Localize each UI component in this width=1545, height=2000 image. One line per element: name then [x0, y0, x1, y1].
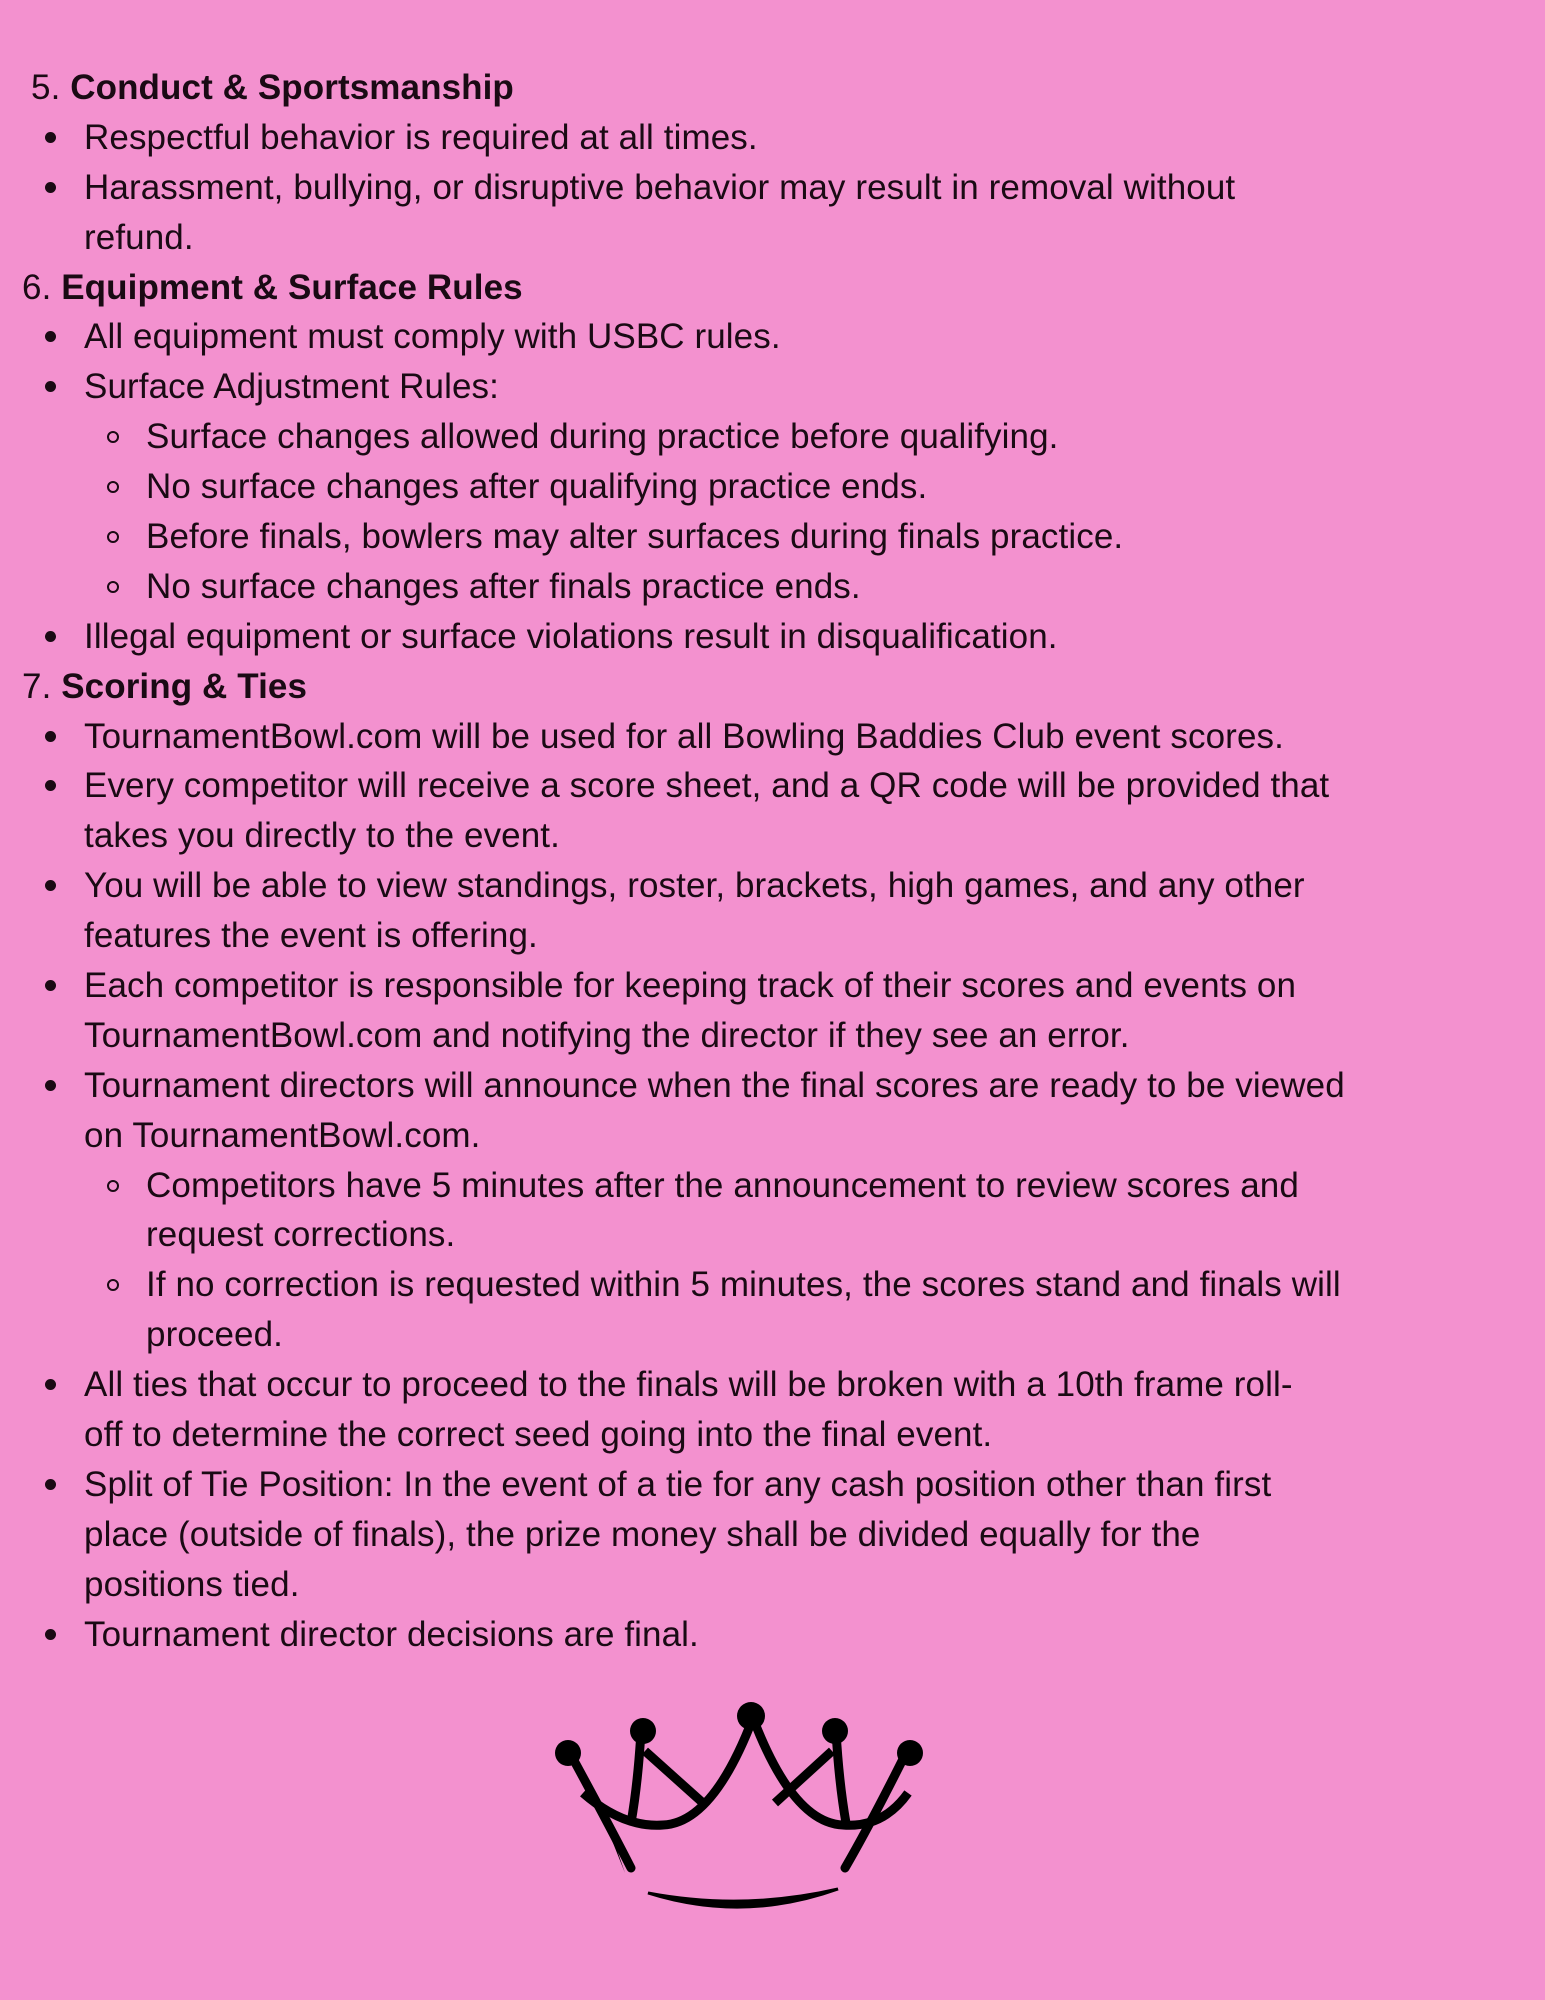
list-item [0, 362, 1545, 412]
section-title: Equipment & Surface Rules [61, 267, 523, 307]
hollow-bullet-icon [107, 1180, 119, 1192]
list-item-continuation [0, 1410, 1545, 1460]
list-item [0, 961, 1545, 1011]
hollow-bullet-icon [107, 431, 119, 443]
list-item [0, 312, 1545, 362]
list-item-text: Split of Tie Position: In the event of a tie for any cash position other than first [84, 1464, 1272, 1504]
list-item [0, 761, 1545, 811]
section-heading [0, 263, 1545, 313]
hollow-bullet-icon [107, 581, 119, 593]
list-item-continuation [0, 1560, 1545, 1610]
bullet-icon [45, 381, 56, 392]
sub-list-item-text: request corrections. [146, 1215, 456, 1255]
bullet-icon [45, 1479, 56, 1490]
bullet-icon [45, 132, 56, 143]
section-heading [0, 63, 1545, 113]
list-item [0, 861, 1545, 911]
section-number: 7. [22, 666, 62, 706]
list-item-text: Surface Adjustment Rules: [84, 367, 499, 407]
bullet-icon [45, 182, 56, 193]
bullet-icon [45, 631, 56, 642]
list-item-text: Tournament director decisions are final. [84, 1614, 699, 1654]
sub-list-item-continuation [0, 1210, 1545, 1260]
sub-list-item-text: proceed. [146, 1315, 284, 1355]
list-item-text: Harassment, bullying, or disruptive behavior may result in removal without [84, 167, 1236, 207]
bullet-icon [45, 1629, 56, 1640]
list-item-text: on TournamentBowl.com. [84, 1115, 481, 1155]
sub-list-item [0, 1260, 1545, 1310]
sub-list-item [0, 512, 1545, 562]
list-item-text: off to determine the correct seed going into the final event. [84, 1415, 993, 1455]
rules-content [0, 63, 1545, 1660]
list-item [0, 1061, 1545, 1111]
hollow-bullet-icon [107, 531, 119, 543]
sub-list-item-text: If no correction is requested within 5 minutes, the scores stand and finals will [146, 1265, 1341, 1305]
list-item-text: All ties that occur to proceed to the finals will be broken with a 10th frame roll- [84, 1365, 1293, 1405]
crown-icon [553, 1693, 923, 1913]
sub-list-item [0, 412, 1545, 462]
sub-list-item-continuation [0, 1310, 1545, 1360]
sub-list-item-text: No surface changes after finals practice ends. [146, 566, 861, 606]
bullet-icon [45, 880, 56, 891]
list-item [0, 612, 1545, 662]
list-item [0, 163, 1545, 213]
section-title: Scoring & Ties [61, 666, 308, 706]
list-item-text: Respectful behavior is required at all times. [84, 117, 758, 157]
list-item-text: Tournament directors will announce when the final scores are ready to be viewed [84, 1065, 1345, 1105]
list-item [0, 1610, 1545, 1660]
list-item-text: All equipment must comply with USBC rules. [84, 317, 781, 357]
bullet-icon [45, 1379, 56, 1390]
list-item-continuation [0, 1011, 1545, 1061]
list-item [0, 712, 1545, 762]
list-item-text: features the event is offering. [84, 916, 538, 956]
sub-list-item-text: No surface changes after qualifying practice ends. [146, 467, 928, 507]
bullet-icon [45, 731, 56, 742]
list-item-text: Illegal equipment or surface violations result in disqualification. [84, 616, 1058, 656]
list-item-continuation [0, 1510, 1545, 1560]
sub-list-item-text: Before finals, bowlers may alter surfaces during finals practice. [146, 517, 1124, 557]
list-item-text: TournamentBowl.com and notifying the director if they see an error. [84, 1015, 1130, 1055]
list-item-text: refund. [84, 217, 194, 257]
bullet-icon [45, 1080, 56, 1091]
section-number: 6. [22, 267, 62, 307]
list-item-continuation [0, 911, 1545, 961]
sub-list-item [0, 562, 1545, 612]
sub-list-item-text: Competitors have 5 minutes after the announcement to review scores and [146, 1165, 1299, 1205]
list-item-text: TournamentBowl.com will be used for all Bowling Baddies Club event scores. [84, 716, 1284, 756]
section-number: 5. [31, 68, 71, 107]
list-item-text: Each competitor is responsible for keeping track of their scores and events on [84, 966, 1297, 1006]
sub-list-item-text: Surface changes allowed during practice before qualifying. [146, 417, 1059, 457]
list-item-continuation [0, 213, 1545, 263]
list-item-text: positions tied. [84, 1564, 300, 1604]
sub-list-item [0, 1161, 1545, 1211]
list-item-text: place (outside of finals), the prize money shall be divided equally for the [84, 1514, 1201, 1554]
hollow-bullet-icon [107, 481, 119, 493]
list-item-continuation [0, 1111, 1545, 1161]
list-item-text: takes you directly to the event. [84, 816, 560, 856]
list-item-continuation [0, 811, 1545, 861]
bullet-icon [45, 331, 56, 342]
list-item [0, 113, 1545, 163]
list-item [0, 1360, 1545, 1410]
section-title: Conduct & Sportsmanship [70, 68, 514, 107]
section-heading [0, 662, 1545, 712]
bullet-icon [45, 980, 56, 991]
bullet-icon [45, 780, 56, 791]
list-item-text: You will be able to view standings, roster, brackets, high games, and any other [84, 866, 1305, 906]
hollow-bullet-icon [107, 1279, 119, 1291]
list-item-text: Every competitor will receive a score sheet, and a QR code will be provided that [84, 766, 1330, 806]
list-item [0, 1460, 1545, 1510]
sub-list-item [0, 462, 1545, 512]
